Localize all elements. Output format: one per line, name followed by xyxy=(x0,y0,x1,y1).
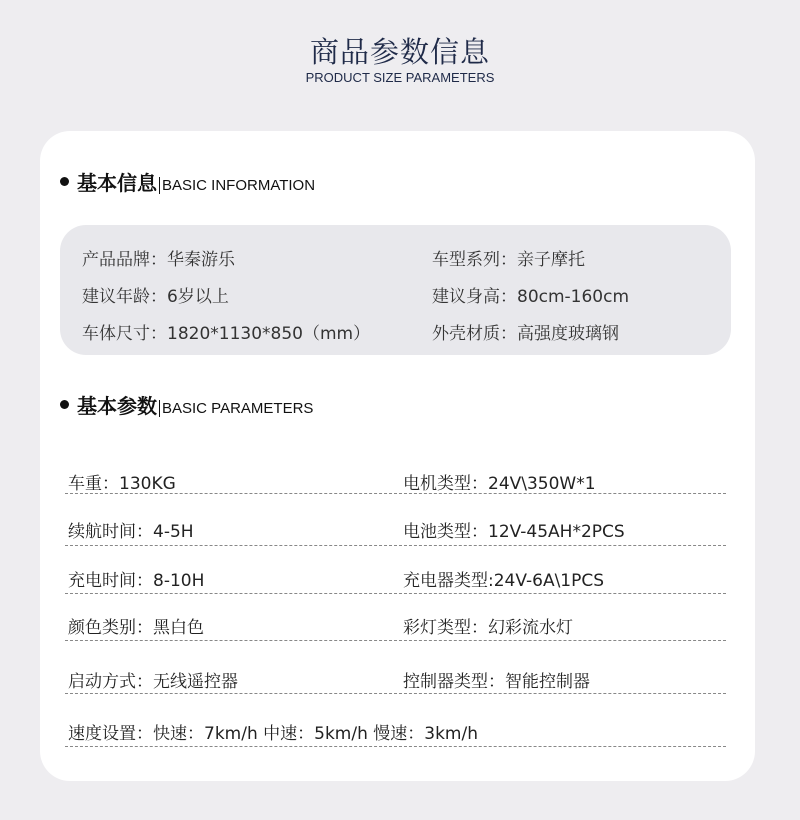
heading-en: BASIC PARAMETERS xyxy=(159,400,313,417)
info-age: 建议年龄：6岁以上 xyxy=(82,287,229,307)
param-color: 颜色类别：黑白色 xyxy=(68,618,204,638)
info-series: 车型系列：亲子摩托 xyxy=(432,250,585,270)
heading-cn: 基本参数 xyxy=(77,394,157,418)
heading-cn: 基本信息 xyxy=(77,171,157,195)
divider xyxy=(65,545,726,546)
bullet-icon xyxy=(60,400,69,409)
divider xyxy=(65,693,726,694)
info-size: 车体尺寸：1820*1130*850（mm） xyxy=(82,324,371,344)
spec-card xyxy=(40,131,755,781)
param-battery: 电池类型：12V-45AH*2PCS xyxy=(403,522,625,542)
divider xyxy=(65,640,726,641)
info-material: 外壳材质：高强度玻璃钢 xyxy=(432,324,619,344)
basic-info-heading xyxy=(60,167,315,196)
param-speed: 速度设置：快速：7km/h 中速：5km/h 慢速：3km/h xyxy=(68,724,478,744)
param-light: 彩灯类型：幻彩流水灯 xyxy=(403,618,573,638)
param-motor: 电机类型：24V\350W*1 xyxy=(403,474,596,494)
basic-info-box xyxy=(60,225,731,355)
info-brand: 产品品牌：华秦游乐 xyxy=(82,250,235,270)
param-weight: 车重：130KG xyxy=(68,474,176,494)
heading-en: BASIC INFORMATION xyxy=(159,177,315,194)
divider xyxy=(65,593,726,594)
param-controller: 控制器类型：智能控制器 xyxy=(403,672,590,692)
param-charger: 充电器类型:24V-6A\1PCS xyxy=(403,571,605,591)
bullet-icon xyxy=(60,177,69,186)
page-subtitle: PRODUCT SIZE PARAMETERS xyxy=(305,70,495,85)
param-charge-time: 充电时间：8-10H xyxy=(68,571,205,591)
divider xyxy=(65,493,726,494)
info-height: 建议身高：80cm-160cm xyxy=(432,287,630,307)
divider xyxy=(65,746,726,747)
param-start: 启动方式：无线遥控器 xyxy=(68,672,238,692)
basic-params-heading xyxy=(60,390,313,419)
param-range: 续航时间：4-5H xyxy=(68,522,194,542)
page-title: 商品参数信息 xyxy=(309,35,490,69)
